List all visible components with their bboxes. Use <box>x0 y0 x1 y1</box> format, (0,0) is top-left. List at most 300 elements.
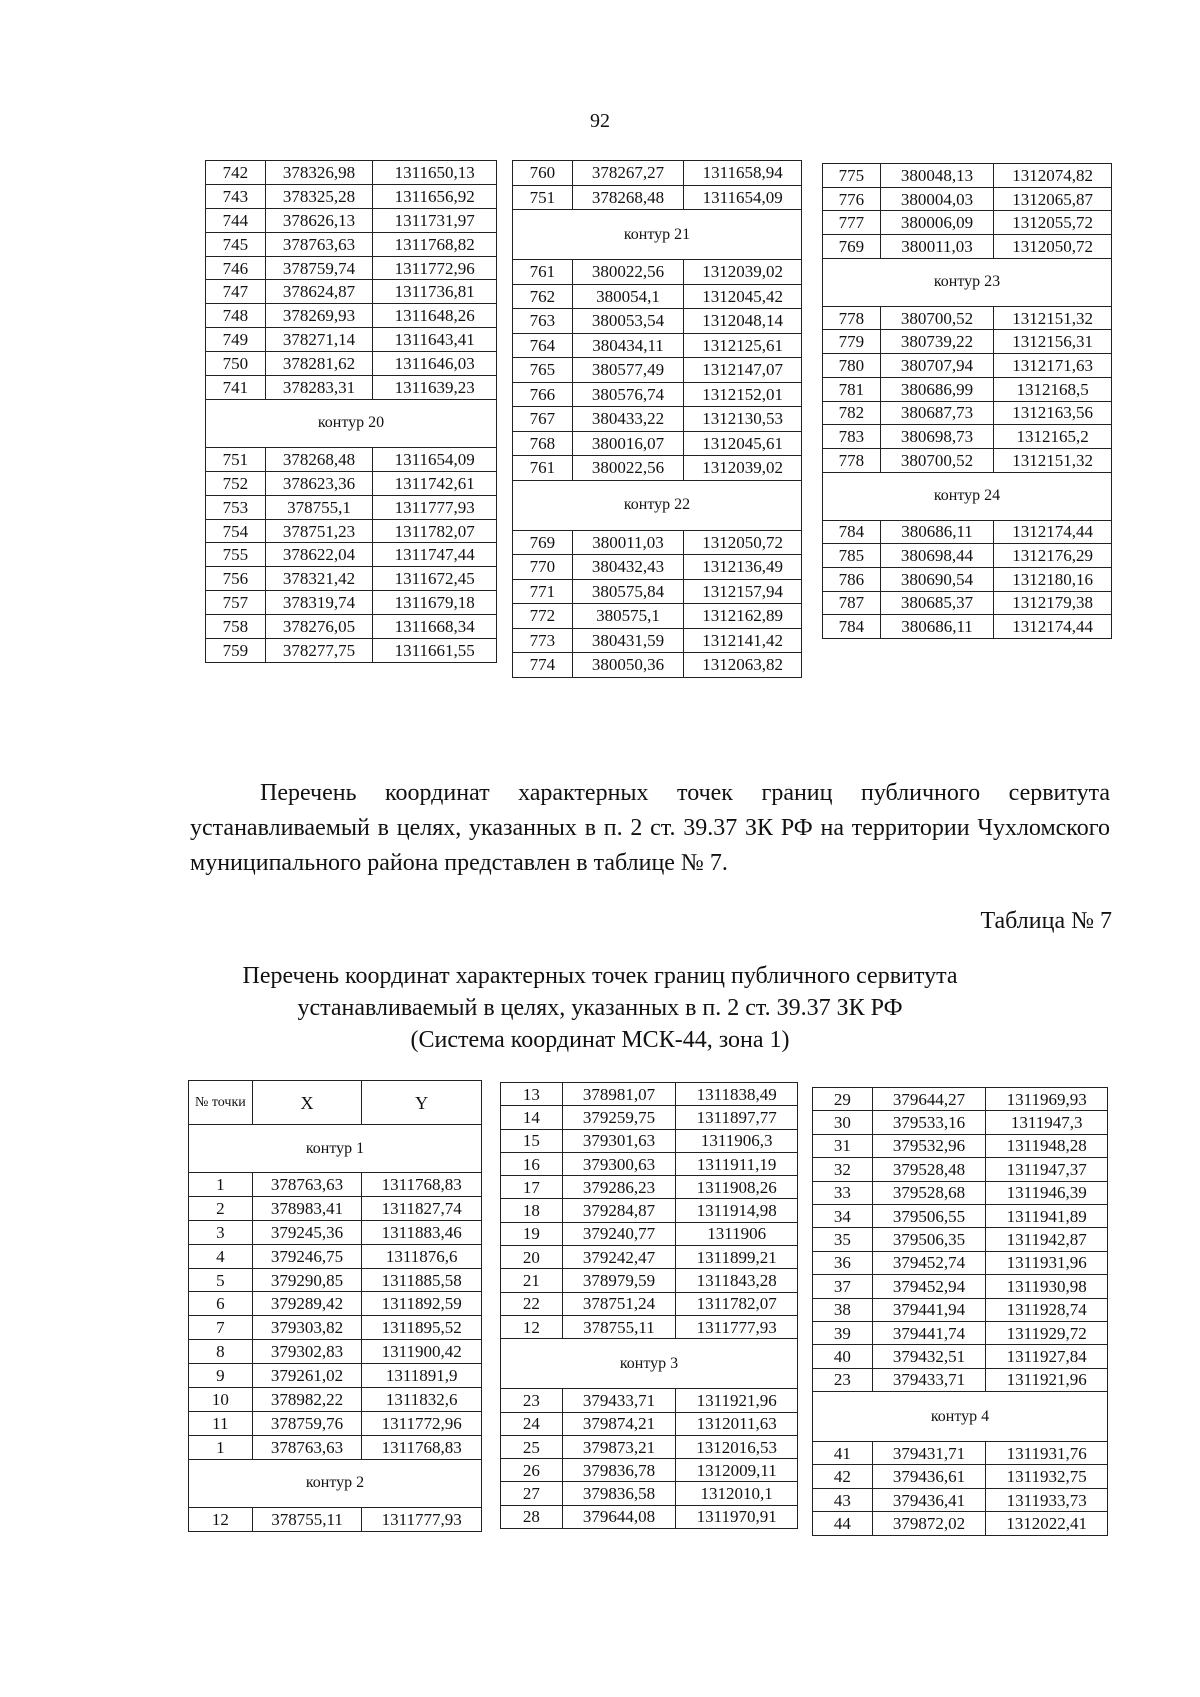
point-number: 747 <box>206 280 266 304</box>
point-number: 25 <box>501 1435 563 1458</box>
table-row <box>513 653 802 678</box>
y-coordinate: 1311827,74 <box>362 1196 482 1220</box>
contour-label: контур 2 <box>189 1459 482 1507</box>
point-number: 1 <box>189 1435 253 1459</box>
x-coordinate: 379240,77 <box>562 1222 676 1245</box>
coordinates-table <box>822 163 1112 639</box>
point-number: 757 <box>206 591 266 615</box>
y-coordinate: 1312063,82 <box>684 653 802 678</box>
table-row <box>513 555 802 580</box>
y-coordinate: 1311948,28 <box>986 1134 1108 1157</box>
x-coordinate: 378751,24 <box>562 1292 676 1315</box>
y-coordinate: 1311891,9 <box>362 1364 482 1388</box>
table-row <box>813 1111 1108 1134</box>
y-coordinate: 1311747,44 <box>373 543 497 567</box>
x-coordinate: 380698,44 <box>880 544 994 568</box>
y-coordinate: 1312156,31 <box>994 330 1112 354</box>
point-number: 11 <box>189 1411 253 1435</box>
x-coordinate: 379836,58 <box>562 1482 676 1505</box>
x-coordinate: 380006,09 <box>880 211 994 235</box>
x-coordinate: 380054,1 <box>572 284 684 309</box>
page-number: 92 <box>590 110 610 132</box>
table-row <box>501 1459 798 1482</box>
x-coordinate: 378281,62 <box>265 352 373 376</box>
x-coordinate: 378319,74 <box>265 591 373 615</box>
x-coordinate: 379874,21 <box>562 1412 676 1435</box>
point-number: 42 <box>813 1465 873 1488</box>
y-coordinate: 1311777,93 <box>676 1315 798 1338</box>
table-row <box>206 447 497 471</box>
point-number: 761 <box>513 260 573 285</box>
y-coordinate: 1311643,41 <box>373 328 497 352</box>
x-coordinate: 380698,73 <box>880 425 994 449</box>
y-coordinate: 1312162,89 <box>684 604 802 629</box>
table-row <box>823 187 1112 211</box>
table-row <box>813 1275 1108 1298</box>
y-coordinate: 1312050,72 <box>994 235 1112 259</box>
table-row <box>501 1482 798 1505</box>
caption-line: Перечень координат характерных точек границ публичного сервитута <box>242 963 958 989</box>
y-coordinate: 1311908,26 <box>676 1176 798 1199</box>
contour-label: контур 20 <box>206 399 497 447</box>
y-coordinate: 1312174,44 <box>994 520 1112 544</box>
y-coordinate: 1311843,28 <box>676 1269 798 1292</box>
x-coordinate: 378979,59 <box>562 1269 676 1292</box>
point-number: 754 <box>206 519 266 543</box>
table-row <box>501 1505 798 1528</box>
point-number: 37 <box>813 1275 873 1298</box>
y-coordinate: 1311736,81 <box>373 280 497 304</box>
table-row <box>513 161 802 186</box>
table-row <box>501 1106 798 1129</box>
x-coordinate: 378271,14 <box>265 328 373 352</box>
point-number: 765 <box>513 358 573 383</box>
x-coordinate: 379433,71 <box>562 1389 676 1412</box>
y-coordinate: 1311876,6 <box>362 1244 482 1268</box>
y-coordinate: 1312136,49 <box>684 555 802 580</box>
contour-label: контур 1 <box>189 1125 482 1173</box>
coordinates-table <box>512 160 802 678</box>
table-row <box>823 520 1112 544</box>
table-row <box>513 604 802 629</box>
point-number: 24 <box>501 1412 563 1435</box>
x-coordinate: 378321,42 <box>265 567 373 591</box>
contour-row <box>823 258 1112 306</box>
table-row <box>513 382 802 407</box>
point-number: 759 <box>206 639 266 663</box>
x-coordinate: 380011,03 <box>572 530 684 555</box>
y-coordinate: 1311906 <box>676 1222 798 1245</box>
x-coordinate: 378624,87 <box>265 280 373 304</box>
point-number: 3 <box>189 1220 253 1244</box>
table-row <box>513 407 802 432</box>
x-coordinate: 379302,83 <box>252 1340 362 1364</box>
point-number: 777 <box>823 211 881 235</box>
y-coordinate: 1312011,63 <box>676 1412 798 1435</box>
y-coordinate: 1311650,13 <box>373 161 497 185</box>
point-number: 752 <box>206 471 266 495</box>
point-number: 743 <box>206 184 266 208</box>
y-coordinate: 1311768,83 <box>362 1173 482 1197</box>
y-coordinate: 1312074,82 <box>994 164 1112 188</box>
coordinates-table <box>188 1080 482 1532</box>
x-coordinate: 380576,74 <box>572 382 684 407</box>
caption-line: устанавливаемый в целях, указанных в п. 2 ст. 39.37 ЗК РФ <box>297 995 903 1021</box>
table-row <box>823 235 1112 259</box>
y-coordinate: 1311639,23 <box>373 376 497 400</box>
table-row <box>813 1488 1108 1511</box>
point-number: 12 <box>501 1315 563 1338</box>
table-row <box>206 567 497 591</box>
point-number: 9 <box>189 1364 253 1388</box>
x-coordinate: 380739,22 <box>880 330 994 354</box>
table-row <box>206 328 497 352</box>
x-coordinate: 379441,94 <box>872 1298 986 1321</box>
table-row <box>206 543 497 567</box>
table-row <box>189 1292 482 1316</box>
contour-label: контур 21 <box>513 210 802 260</box>
header-point-number: № точки <box>189 1081 253 1125</box>
y-coordinate: 1312039,02 <box>684 260 802 285</box>
table-row <box>206 615 497 639</box>
x-coordinate: 378755,11 <box>252 1507 362 1531</box>
y-coordinate: 1311941,89 <box>986 1204 1108 1227</box>
table-row <box>513 358 802 383</box>
table-row <box>813 1321 1108 1344</box>
table-row <box>513 284 802 309</box>
y-coordinate: 1312174,44 <box>994 615 1112 639</box>
point-number: 22 <box>501 1292 563 1315</box>
point-number: 764 <box>513 333 573 358</box>
x-coordinate: 380050,36 <box>572 653 684 678</box>
x-coordinate: 378759,76 <box>252 1411 362 1435</box>
table-row <box>189 1220 482 1244</box>
table-caption <box>150 960 1050 1056</box>
x-coordinate: 378982,22 <box>252 1388 362 1412</box>
y-coordinate: 1311777,93 <box>362 1507 482 1531</box>
point-number: 17 <box>501 1176 563 1199</box>
y-coordinate: 1312176,29 <box>994 544 1112 568</box>
point-number: 33 <box>813 1181 873 1204</box>
table-row <box>513 309 802 334</box>
point-number: 21 <box>501 1269 563 1292</box>
point-number: 40 <box>813 1345 873 1368</box>
x-coordinate: 380575,1 <box>572 604 684 629</box>
point-number: 760 <box>513 161 573 186</box>
table-row <box>813 1181 1108 1204</box>
point-number: 774 <box>513 653 573 678</box>
table-row <box>501 1129 798 1152</box>
x-coordinate: 380048,13 <box>880 164 994 188</box>
x-coordinate: 378763,63 <box>265 232 373 256</box>
table-row <box>206 352 497 376</box>
table-row <box>513 579 802 604</box>
x-coordinate: 380022,56 <box>572 456 684 481</box>
point-number: 32 <box>813 1158 873 1181</box>
table-row <box>501 1199 798 1222</box>
x-coordinate: 378626,13 <box>265 208 373 232</box>
coordinates-table <box>500 1082 798 1529</box>
point-number: 782 <box>823 401 881 425</box>
x-coordinate: 379436,41 <box>872 1488 986 1511</box>
y-coordinate: 1311654,09 <box>684 185 802 210</box>
x-coordinate: 378622,04 <box>265 543 373 567</box>
point-number: 772 <box>513 604 573 629</box>
point-number: 773 <box>513 628 573 653</box>
point-number: 746 <box>206 256 266 280</box>
y-coordinate: 1312163,56 <box>994 401 1112 425</box>
x-coordinate: 379431,71 <box>872 1442 986 1465</box>
table-row <box>823 354 1112 378</box>
y-coordinate: 1312048,14 <box>684 309 802 334</box>
y-coordinate: 1311900,42 <box>362 1340 482 1364</box>
y-coordinate: 1311885,58 <box>362 1268 482 1292</box>
table-row <box>189 1507 482 1531</box>
x-coordinate: 379245,36 <box>252 1220 362 1244</box>
table-row <box>823 615 1112 639</box>
table-row <box>189 1244 482 1268</box>
point-number: 2 <box>189 1196 253 1220</box>
x-coordinate: 380433,22 <box>572 407 684 432</box>
table-label: Таблица № 7 <box>980 908 1112 934</box>
y-coordinate: 1311911,19 <box>676 1152 798 1175</box>
table-row <box>501 1246 798 1269</box>
point-number: 769 <box>823 235 881 259</box>
table-row <box>189 1196 482 1220</box>
point-number: 763 <box>513 309 573 334</box>
x-coordinate: 380022,56 <box>572 260 684 285</box>
table-row <box>513 431 802 456</box>
x-coordinate: 379301,63 <box>562 1129 676 1152</box>
y-coordinate: 1312045,42 <box>684 284 802 309</box>
y-coordinate: 1311931,76 <box>986 1442 1108 1465</box>
point-number: 15 <box>501 1129 563 1152</box>
x-coordinate: 378751,23 <box>265 519 373 543</box>
point-number: 39 <box>813 1321 873 1344</box>
x-coordinate: 379452,74 <box>872 1251 986 1274</box>
table-row <box>206 232 497 256</box>
contour-row <box>501 1339 798 1389</box>
x-coordinate: 379242,47 <box>562 1246 676 1269</box>
y-coordinate: 1311782,07 <box>373 519 497 543</box>
point-number: 23 <box>501 1389 563 1412</box>
y-coordinate: 1311772,96 <box>373 256 497 280</box>
table-row <box>823 544 1112 568</box>
table-row <box>189 1364 482 1388</box>
table-row <box>813 1158 1108 1181</box>
table-row <box>501 1269 798 1292</box>
y-coordinate: 1312009,11 <box>676 1459 798 1482</box>
x-coordinate: 378759,74 <box>265 256 373 280</box>
point-number: 768 <box>513 431 573 456</box>
y-coordinate: 1312165,2 <box>994 425 1112 449</box>
table-row <box>206 591 497 615</box>
y-coordinate: 1312055,72 <box>994 211 1112 235</box>
x-coordinate: 380700,52 <box>880 306 994 330</box>
point-number: 785 <box>823 544 881 568</box>
y-coordinate: 1311946,39 <box>986 1181 1108 1204</box>
point-number: 28 <box>501 1505 563 1528</box>
table-row <box>189 1388 482 1412</box>
x-coordinate: 379246,75 <box>252 1244 362 1268</box>
point-number: 781 <box>823 377 881 401</box>
table-row <box>813 1442 1108 1465</box>
table-row <box>813 1465 1108 1488</box>
point-number: 18 <box>501 1199 563 1222</box>
table-row <box>813 1298 1108 1321</box>
point-number: 1 <box>189 1173 253 1197</box>
table-row <box>501 1176 798 1199</box>
point-number: 29 <box>813 1088 873 1111</box>
x-coordinate: 378268,48 <box>572 185 684 210</box>
x-coordinate: 380690,54 <box>880 567 994 591</box>
point-number: 750 <box>206 352 266 376</box>
point-number: 770 <box>513 555 573 580</box>
point-number: 769 <box>513 530 573 555</box>
y-coordinate: 1311768,82 <box>373 232 497 256</box>
table-row <box>813 1134 1108 1157</box>
point-number: 771 <box>513 579 573 604</box>
x-coordinate: 379644,27 <box>872 1088 986 1111</box>
x-coordinate: 379300,63 <box>562 1152 676 1175</box>
y-coordinate: 1311672,45 <box>373 567 497 591</box>
point-number: 767 <box>513 407 573 432</box>
point-number: 27 <box>501 1482 563 1505</box>
table-row <box>823 211 1112 235</box>
y-coordinate: 1312141,42 <box>684 628 802 653</box>
contour-label: контур 24 <box>823 472 1112 520</box>
y-coordinate: 1311927,84 <box>986 1345 1108 1368</box>
point-number: 784 <box>823 615 881 639</box>
table-row <box>823 330 1112 354</box>
point-number: 44 <box>813 1512 873 1535</box>
y-coordinate: 1312171,63 <box>994 354 1112 378</box>
table-row <box>206 256 497 280</box>
point-number: 753 <box>206 495 266 519</box>
x-coordinate: 379289,42 <box>252 1292 362 1316</box>
y-coordinate: 1312050,72 <box>684 530 802 555</box>
y-coordinate: 1311679,18 <box>373 591 497 615</box>
y-coordinate: 1311929,72 <box>986 1321 1108 1344</box>
table-row <box>189 1173 482 1197</box>
table-row <box>823 306 1112 330</box>
contour-row <box>823 472 1112 520</box>
table-row <box>501 1435 798 1458</box>
x-coordinate: 379528,48 <box>872 1158 986 1181</box>
y-coordinate: 1312151,32 <box>994 448 1112 472</box>
point-number: 741 <box>206 376 266 400</box>
x-coordinate: 379303,82 <box>252 1316 362 1340</box>
table-row <box>501 1083 798 1106</box>
x-coordinate: 380575,84 <box>572 579 684 604</box>
table-row <box>513 333 802 358</box>
y-coordinate: 1312152,01 <box>684 382 802 407</box>
contour-row <box>513 210 802 260</box>
point-number: 780 <box>823 354 881 378</box>
x-coordinate: 380432,43 <box>572 555 684 580</box>
y-coordinate: 1312125,61 <box>684 333 802 358</box>
y-coordinate: 1312022,41 <box>986 1512 1108 1535</box>
y-coordinate: 1311656,92 <box>373 184 497 208</box>
y-coordinate: 1311899,21 <box>676 1246 798 1269</box>
table-row <box>206 208 497 232</box>
x-coordinate: 380016,07 <box>572 431 684 456</box>
x-coordinate: 379533,16 <box>872 1111 986 1134</box>
contour-row <box>513 480 802 530</box>
table-row <box>206 376 497 400</box>
x-coordinate: 378983,41 <box>252 1196 362 1220</box>
table-row <box>206 519 497 543</box>
x-coordinate: 379528,68 <box>872 1181 986 1204</box>
y-coordinate: 1311895,52 <box>362 1316 482 1340</box>
x-coordinate: 378277,75 <box>265 639 373 663</box>
point-number: 745 <box>206 232 266 256</box>
x-coordinate: 378276,05 <box>265 615 373 639</box>
point-number: 744 <box>206 208 266 232</box>
table-row <box>501 1152 798 1175</box>
contour-row <box>189 1125 482 1173</box>
y-coordinate: 1311648,26 <box>373 304 497 328</box>
header-x: X <box>252 1081 362 1125</box>
point-number: 38 <box>813 1298 873 1321</box>
x-coordinate: 379261,02 <box>252 1364 362 1388</box>
point-number: 775 <box>823 164 881 188</box>
point-number: 23 <box>813 1368 873 1391</box>
point-number: 778 <box>823 306 881 330</box>
table-row <box>206 471 497 495</box>
x-coordinate: 379284,87 <box>562 1199 676 1222</box>
y-coordinate: 1311892,59 <box>362 1292 482 1316</box>
point-number: 756 <box>206 567 266 591</box>
y-coordinate: 1311742,61 <box>373 471 497 495</box>
point-number: 762 <box>513 284 573 309</box>
table-row <box>206 495 497 519</box>
x-coordinate: 379506,35 <box>872 1228 986 1251</box>
y-coordinate: 1312065,87 <box>994 187 1112 211</box>
x-coordinate: 378981,07 <box>562 1083 676 1106</box>
point-number: 786 <box>823 567 881 591</box>
x-coordinate: 379452,94 <box>872 1275 986 1298</box>
table-row <box>823 164 1112 188</box>
x-coordinate: 380577,49 <box>572 358 684 383</box>
table-row <box>189 1340 482 1364</box>
point-number: 751 <box>206 447 266 471</box>
y-coordinate: 1311646,03 <box>373 352 497 376</box>
x-coordinate: 380700,52 <box>880 448 994 472</box>
point-number: 776 <box>823 187 881 211</box>
point-number: 5 <box>189 1268 253 1292</box>
y-coordinate: 1312130,53 <box>684 407 802 432</box>
point-number: 10 <box>189 1388 253 1412</box>
point-number: 13 <box>501 1083 563 1106</box>
table-row <box>189 1411 482 1435</box>
point-number: 36 <box>813 1251 873 1274</box>
x-coordinate: 379290,85 <box>252 1268 362 1292</box>
point-number: 20 <box>501 1246 563 1269</box>
y-coordinate: 1311906,3 <box>676 1129 798 1152</box>
table-header-row <box>189 1081 482 1125</box>
x-coordinate: 380687,73 <box>880 401 994 425</box>
y-coordinate: 1312039,02 <box>684 456 802 481</box>
y-coordinate: 1312045,61 <box>684 431 802 456</box>
contour-row <box>813 1392 1108 1442</box>
x-coordinate: 378623,36 <box>265 471 373 495</box>
point-number: 12 <box>189 1507 253 1531</box>
point-number: 751 <box>513 185 573 210</box>
point-number: 783 <box>823 425 881 449</box>
point-number: 26 <box>501 1459 563 1482</box>
y-coordinate: 1311970,91 <box>676 1505 798 1528</box>
